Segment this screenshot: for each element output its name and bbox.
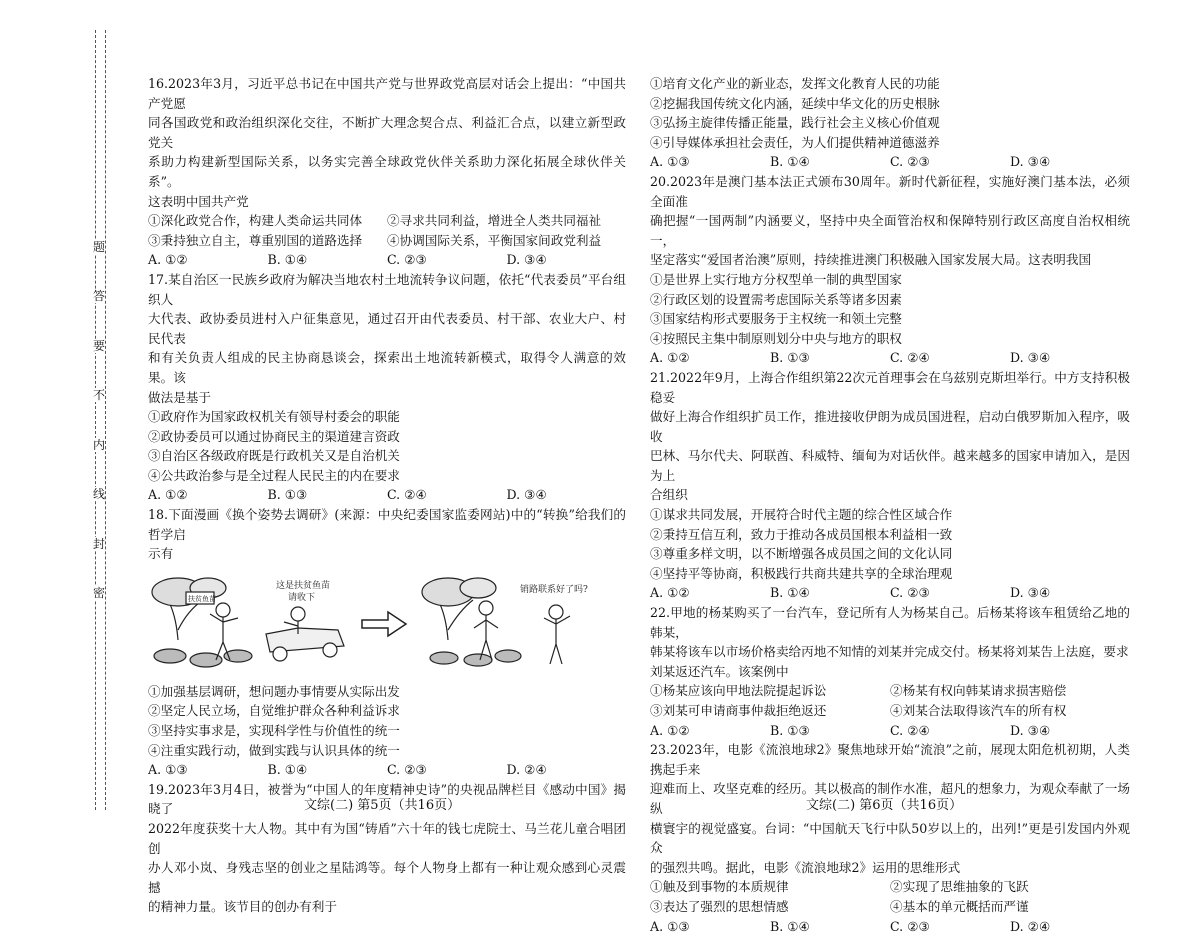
- binding-char: 密: [92, 585, 105, 600]
- answer-b: B. ①④: [770, 154, 810, 170]
- comic-bubble-right: 销路联系好了吗?: [520, 584, 588, 595]
- stem-line: 刘某返还汽车。该案例中: [650, 663, 789, 679]
- answer-b: B. ①③: [770, 722, 810, 738]
- answer-a: A. ①②: [650, 350, 690, 366]
- answer-d: D. ③④: [1010, 722, 1051, 738]
- answer-choices: [650, 583, 1130, 603]
- answer-choices: [650, 721, 1130, 741]
- answer-c: C. ②③: [890, 585, 930, 601]
- arrow-right-icon: [362, 612, 406, 636]
- binding-char: 线: [92, 487, 105, 502]
- question-stem: [148, 74, 626, 113]
- option-2: ②秉持互信互利，致力于推动各成员国根本利益相一致: [650, 526, 953, 542]
- answer-b: B. ①④: [770, 918, 810, 934]
- binding-char: 答: [92, 289, 105, 304]
- answer-a: A. ①②: [148, 487, 188, 503]
- option-row: [148, 211, 626, 231]
- binding-char: 要: [92, 338, 105, 353]
- page-footer-right: 文综(二) 第6页（共16页）: [806, 798, 963, 813]
- question-21: [650, 368, 1130, 603]
- question-stem: [148, 505, 626, 544]
- binding-char: 题: [92, 240, 105, 254]
- option-3: ③弘扬主旋律传播正能量，践行社会主义核心价值观: [650, 115, 940, 131]
- stem-line: 系助力构建新型国际关系，以务实完善全球政党伙伴关系助力深化拓展全球伙伴关系”。: [148, 154, 626, 189]
- option-1: ①是世界上实行地方分权型单一制的典型国家: [650, 271, 902, 287]
- answer-d: D. ③④: [1010, 585, 1051, 601]
- answer-choices: [148, 250, 626, 270]
- question-number: 21.: [650, 369, 671, 385]
- stem-line: 做法是基于: [148, 389, 211, 405]
- question-20: [650, 172, 1130, 368]
- option-3: ③坚持实事求是，实现科学性与价值性的统一: [148, 723, 400, 739]
- question-stem: [650, 740, 1130, 779]
- option-2: ②寻求共同利益，增进全人类共同福祉: [387, 213, 602, 229]
- option-row: [650, 681, 1130, 701]
- option-3: ③国家结构形式要服务于主权统一和领土完整: [650, 311, 902, 327]
- answer-a: A. ①②: [650, 722, 690, 738]
- stem-line: 这表明中国共产党: [148, 193, 249, 209]
- option-2: ②杨某有权向韩某请求损害赔偿: [890, 683, 1067, 699]
- answer-d: D. ③④: [506, 487, 547, 503]
- comic-bubble-left: 这是扶贫鱼苗: [276, 580, 331, 591]
- answer-a: A. ①②: [148, 252, 188, 268]
- option-4: ④协调国际关系，平衡国家间政党利益: [387, 232, 602, 248]
- question-number: 20.: [650, 173, 671, 189]
- option-1: ①触及到事物的本质规律: [650, 879, 789, 895]
- stem-line: 韩某将该车以市场价格卖给丙地不知情的刘某并完成交付。杨某将刘某告上法庭，要求: [650, 644, 1129, 660]
- question-17: [148, 270, 626, 505]
- answer-choices: [148, 760, 626, 780]
- option-2: ②挖掘我国传统文化内涵，延续中华文化的历史根脉: [650, 95, 940, 111]
- stem-line: 确把握“一国两制”内涵要义，坚持中央全面管治权和保障特别行政区高度自治权相统一，: [650, 213, 1130, 248]
- question-number: 23.: [650, 742, 671, 758]
- question-18: [148, 505, 626, 780]
- option-4: ④公共政治参与是全过程人民民主的内在要求: [148, 467, 400, 483]
- option-3: ③表达了强烈的思想情感: [650, 898, 789, 914]
- answer-c: C. ②③: [387, 252, 427, 268]
- option-3: ③尊重多样文明，以不断增强各成员国之间的文化认同: [650, 546, 953, 562]
- question-number: 18.: [148, 507, 169, 523]
- option-1: ①深化政党合作，构建人类命运共同体: [148, 213, 363, 229]
- option-4: ④引导媒体承担社会责任，为人们提供精神道德滋养: [650, 134, 940, 150]
- stem-line: 坚定落实“爱国者治澳”原则，持续推进澳门积极融入国家发展大局。这表明我国: [650, 252, 1092, 268]
- answer-d: D. ②④: [506, 762, 547, 778]
- question-number: 22.: [650, 605, 671, 621]
- answer-b: B. ①③: [267, 487, 308, 503]
- question-number: 17.: [148, 271, 169, 287]
- stem-line: 做好上海合作组织扩员工作，推进接收伊朗为成员国进程，启动白俄罗斯加入程序，吸收: [650, 409, 1130, 444]
- question-stem: [650, 603, 1130, 642]
- answer-choices: [650, 152, 1130, 172]
- stem-line: 2022年9月，上海合作组织第22次元首理事会在乌兹别克斯坦举行。中方支持积极稳妥: [650, 369, 1130, 405]
- answer-c: C. ②④: [890, 722, 930, 738]
- option-4: ④按照民主集中制原则划分中央与地方的职权: [650, 330, 902, 346]
- option-1: ①政府作为国家政权机关有领导村委会的职能: [148, 409, 400, 425]
- answer-c: C. ②③: [890, 154, 930, 170]
- option-3: ③自治区各级政府既是行政机关又是自治机关: [148, 448, 400, 464]
- comic-illustration: [148, 570, 626, 674]
- question-stem: [650, 368, 1130, 407]
- answer-c: C. ②③: [387, 762, 427, 778]
- answer-c: C. ②③: [890, 918, 930, 934]
- stem-line: 2023年，电影《流浪地球2》聚焦地球开始“流浪”之前，展现太阳危机初期，人类携起手来: [650, 742, 1130, 777]
- stem-line: 2022年度获奖十大人物。其中有为国“铸盾”六十年的钱七虎院士、马兰花儿童合唱团创: [148, 821, 626, 856]
- answer-b: B. ①④: [770, 585, 810, 601]
- stem-line: 甲地的杨某购买了一台汽车，登记所有人为杨某自己。后杨某将该车租赁给乙地的韩某，: [650, 605, 1130, 640]
- comic-bubble-left-2: 请收下: [288, 592, 316, 603]
- page-footer-left: 文综(二) 第5页（共16页）: [304, 798, 461, 813]
- comic-drawing: [148, 570, 618, 674]
- answer-choices: [650, 917, 1130, 936]
- stem-line: 某自治区一民族乡政府为解决当地农村土地流转争议问题，依托“代表委员”平台组织人: [148, 271, 626, 307]
- option-2: ②政协委员可以通过协商民主的渠道建言资政: [148, 428, 400, 444]
- option-row: [148, 231, 626, 251]
- binding-char: 封: [92, 536, 105, 551]
- question-16: [148, 74, 626, 270]
- stem-line: 巴林、马尔代夫、阿联酋、科威特、缅甸为对话伙伴。越来越多的国家申请加入，是因为上: [650, 448, 1130, 483]
- answer-d: D. ②④: [1010, 918, 1051, 934]
- option-2: ②坚定人民立场，自觉维护群众各种利益诉求: [148, 703, 400, 719]
- stem-line: 2023年是澳门基本法正式颁布30周年。新时代新征程，实施好澳门基本法，必须全面准: [650, 173, 1130, 209]
- stem-line: 同各国政党和政治组织深化交往，不断扩大理念契合点、利益汇合点，以建立新型政党关: [148, 115, 626, 150]
- option-4: ④基本的单元概括而严谨: [890, 898, 1029, 914]
- binding-char: 不: [92, 388, 105, 403]
- answer-a: A. ①③: [650, 918, 690, 934]
- stem-line: 迎难而上、攻坚克难的经历。其以极高的制作水准，超凡的想象力，为观众奉献了一场纵: [650, 781, 1130, 816]
- stem-line: 2023年3月4日，被誉为“中国人的年度精神史诗”的央视品牌栏目《感动中国》揭晓了: [148, 781, 626, 817]
- stem-line: 的强烈共鸣。据此，电影《流浪地球2》运用的思维形式: [650, 859, 961, 875]
- option-4: ④刘某合法取得该汽车的所有权: [890, 703, 1067, 718]
- left-page-column: [148, 74, 626, 917]
- question-19-options: [650, 74, 1130, 172]
- stem-line: 下面漫画《换个姿势去调研》(来源：中央纪委国家监委网站)中的“转换”给我们的哲学启: [148, 507, 626, 542]
- answer-c: C. ②④: [890, 350, 930, 366]
- stem-line: 合组织: [650, 487, 688, 503]
- option-2: ②行政区划的设置需考虑国际关系等诸多因素: [650, 291, 902, 307]
- option-1: ①加强基层调研，想问题办事情要从实际出发: [148, 683, 400, 699]
- binding-notice: [86, 240, 112, 600]
- option-2: ②实现了思维抽象的飞跃: [890, 879, 1029, 895]
- option-1: ①谋求共同发展，开展符合时代主题的综合性区域合作: [650, 507, 953, 523]
- answer-d: D. ③④: [506, 252, 547, 268]
- option-row: [650, 701, 1130, 721]
- question-number: 16.: [148, 76, 169, 91]
- answer-a: A. ①③: [148, 762, 188, 778]
- question-22: [650, 603, 1130, 740]
- answer-d: D. ③④: [1010, 154, 1051, 170]
- stem-line: 大代表、政协委员进村入户征集意见，通过召开由代表委员、村干部、农业大户、村民代表: [148, 311, 626, 346]
- answer-choices: [650, 348, 1130, 368]
- question-number: 19.: [148, 781, 169, 797]
- option-3: ③刘某可申请商事仲裁拒绝返还: [650, 703, 827, 718]
- stem-line: 的精神力量。该节目的创办有利于: [148, 899, 337, 915]
- answer-a: A. ①②: [650, 585, 690, 601]
- stem-line: 2023年3月，习近平总书记在中国共产党与世界政党高层对话会上提出：“中国共产党愿: [148, 76, 626, 111]
- binding-char: 内: [92, 437, 105, 452]
- answer-c: C. ②④: [387, 487, 427, 503]
- stem-line: 办人邓小岚、身残志坚的创业之星陆鸿等。每个人物身上都有一种让观众感到心灵震撼: [148, 860, 626, 895]
- stem-line: 示有: [148, 546, 174, 562]
- comic-sign-text: 扶贫鱼苗: [188, 594, 216, 603]
- option-1: ①杨某应该向甲地法院提起诉讼: [650, 683, 827, 699]
- answer-b: B. ①④: [267, 762, 308, 778]
- option-1: ①培育文化产业的新业态，发挥文化教育人民的功能: [650, 76, 940, 91]
- stem-line: 横寰宇的视觉盛宴。台词：“中国航天飞行中队50岁以上的，出列!”更是引发国内外观众: [650, 820, 1130, 856]
- answer-d: D. ③④: [1010, 350, 1051, 366]
- question-23: [650, 740, 1130, 936]
- answer-b: B. ①④: [267, 252, 308, 268]
- option-4: ④坚持平等协商，积极践行共商共建共享的全球治理观: [650, 565, 953, 581]
- stem-line: 和有关负责人组成的民主协商恳谈会，探索出土地流转新模式，取得令人满意的效果。该: [148, 350, 626, 385]
- answer-a: A. ①③: [650, 154, 690, 170]
- answer-choices: [148, 485, 626, 505]
- answer-b: B. ①③: [770, 350, 810, 366]
- option-4: ④注重实践行动，做到实践与认识具体的统一: [148, 742, 400, 758]
- option-3: ③秉持独立自主，尊重别国的道路选择: [148, 232, 363, 248]
- question-stem: [650, 172, 1130, 211]
- question-stem: [148, 270, 626, 309]
- option-row: [650, 877, 1130, 897]
- option-row: [650, 897, 1130, 917]
